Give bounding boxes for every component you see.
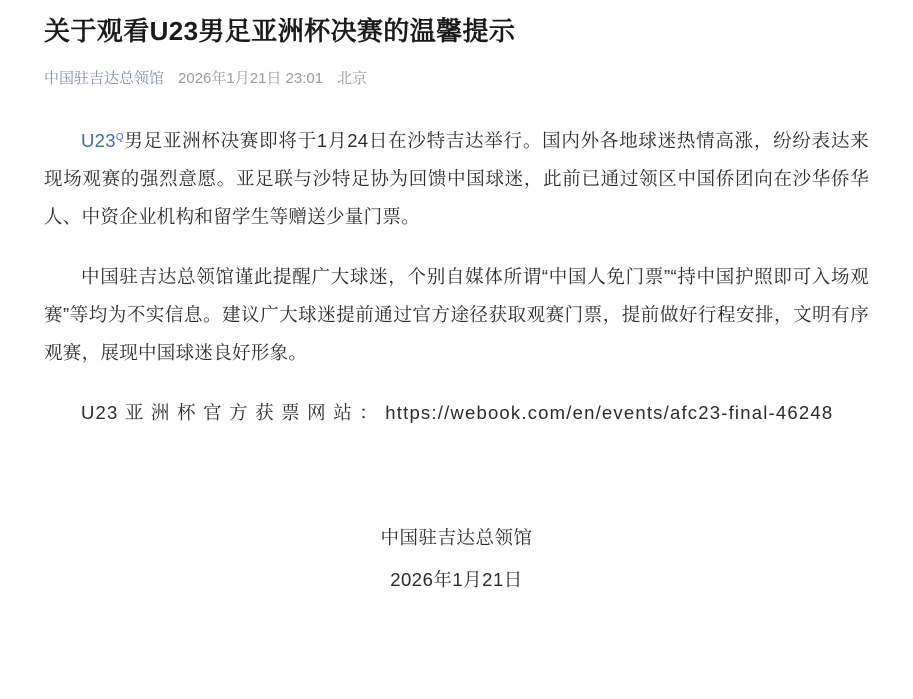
meta-source[interactable]: 中国驻吉达总领馆	[44, 70, 165, 88]
paragraph-1	[44, 122, 869, 236]
keyword-u23[interactable]: U23	[81, 130, 116, 152]
signature-block	[44, 517, 869, 602]
paragraph-2	[44, 258, 869, 372]
ticket-website-paragraph[interactable]: U23 亚 洲 杯 官 方 获 票 网 站 ： https://webook.com/en/events/afc23-final-46248	[81, 401, 834, 423]
meta-timestamp: 2026年1月21日 23:01	[178, 70, 324, 88]
meta-location: 北京	[337, 70, 368, 88]
article-meta	[44, 67, 869, 88]
paragraph-2-text: 中国驻吉达总领馆谨此提醒广大球迷，个别自媒体所谓“中国人免门票”“持中国护照即可入场观赛”等均为不实信息。建议广大球迷提前通过官方途径获取观赛门票，提前做好行程安排，文明有序观赛，展现中国球迷良好形象。	[44, 265, 869, 363]
signature-organization: 中国驻吉达总领馆	[380, 526, 533, 548]
keyword-superscript-icon: Q	[115, 131, 124, 143]
page-title: 关于观看U23男足亚洲杯决赛的温馨提示	[44, 16, 516, 46]
paragraph-1-text: 男足亚洲杯决赛即将于1月24日在沙特吉达举行。国内外各地球迷热情高涨，纷纷表达来现场观赛的强烈意愿。亚足联与沙特足协为回馈中国球迷，此前已通过领区中国侨团向在沙华侨华人、中资企业机构和留学生等赠送少量门票。	[44, 130, 869, 227]
signature-date: 2026年1月21日	[390, 569, 523, 591]
